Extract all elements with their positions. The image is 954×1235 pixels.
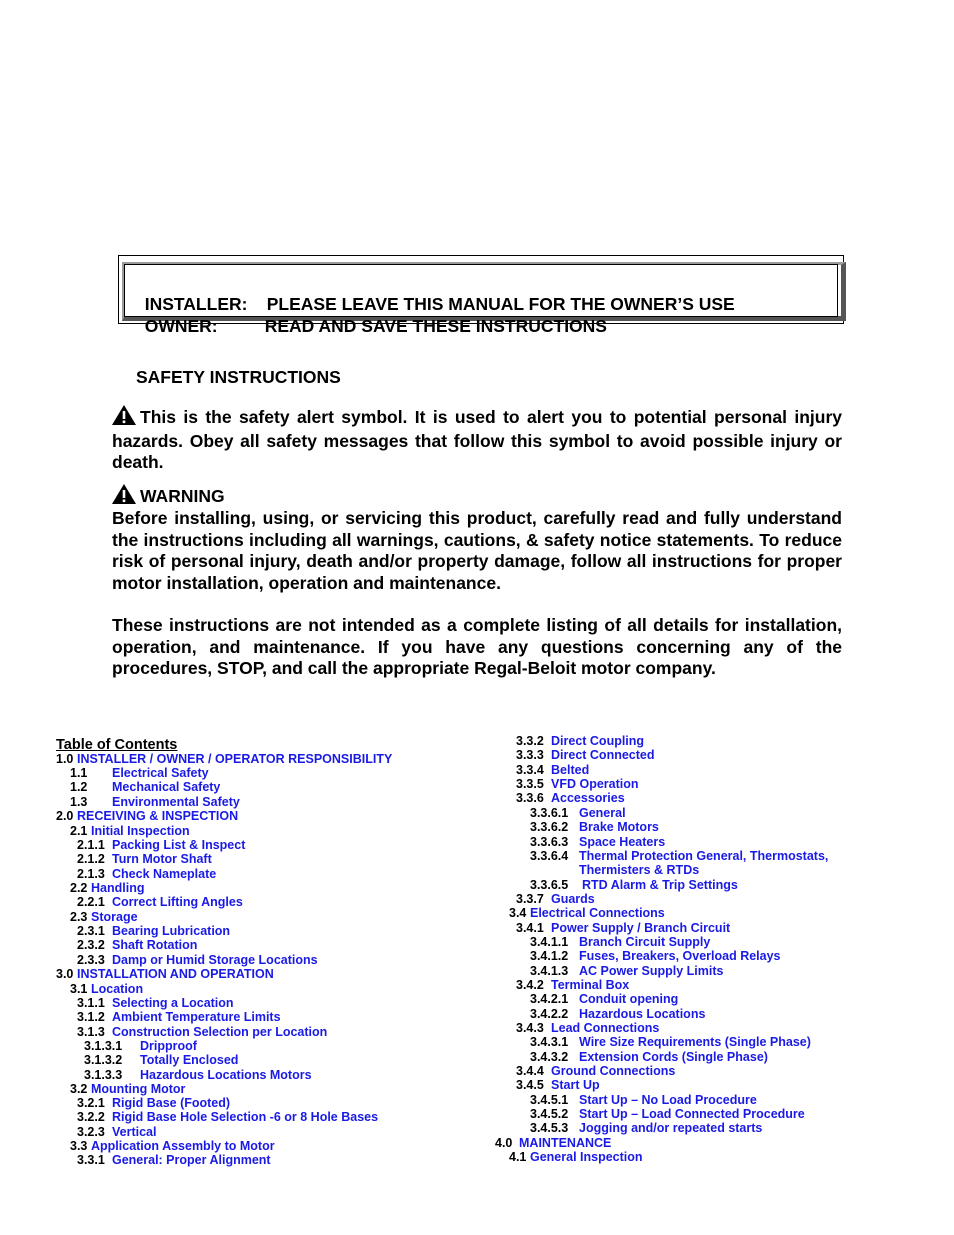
toc-entry-link[interactable]: Direct Coupling (551, 734, 645, 748)
toc-entry-link[interactable]: Thermal Protection General, Thermostats, (579, 849, 829, 863)
toc-entry-link[interactable]: Totally Enclosed (140, 1053, 239, 1067)
toc-entry-number: 3.3.6.2 (530, 820, 569, 834)
toc-entry[interactable] (516, 734, 644, 749)
toc-entry-number: 2.3.1 (77, 924, 105, 938)
toc-entry[interactable] (530, 849, 828, 864)
toc-entry-number: 2.1 (70, 824, 88, 838)
toc-entry[interactable] (530, 992, 678, 1007)
toc-entry-number: 1.1 (70, 766, 88, 780)
toc-entry-link[interactable]: General (579, 806, 626, 820)
toc-entry[interactable] (77, 1096, 230, 1111)
toc-entry-link[interactable]: Construction Selection per Location (112, 1025, 328, 1039)
safety-alert-text: This is the safety alert symbol. It is used to alert you to potential personal injury hazards. Obey all safety messages that follow this symbol to avoid possible injury or death. (112, 407, 842, 472)
toc-entry-number: 3.0 (56, 967, 74, 981)
toc-entry[interactable] (77, 838, 245, 853)
toc-entry-link[interactable]: Brake Motors (579, 820, 659, 834)
toc-entry[interactable] (530, 1093, 757, 1108)
toc-entry[interactable] (77, 1025, 327, 1040)
toc-entry-number: 3.3.6.3 (530, 835, 569, 849)
toc-entry-number: 3.1.3.3 (84, 1068, 123, 1082)
toc-entry-number: 3.3.4 (516, 763, 544, 777)
toc-entry-number: 3.3.2 (516, 734, 544, 748)
toc-entry-link[interactable]: Power Supply / Branch Circuit (551, 921, 731, 935)
toc-entry-link[interactable]: Shaft Rotation (112, 938, 198, 952)
toc-entry-number: 3.4.5.1 (530, 1093, 569, 1107)
toc-entry-number: 3.3.6.5 (530, 878, 569, 892)
toc-entry[interactable] (530, 1007, 705, 1022)
toc-entry[interactable] (70, 1139, 275, 1154)
toc-entry-number: 3.4.5.2 (530, 1107, 569, 1121)
toc-entry-number: 2.1.1 (77, 838, 105, 852)
toc-entry[interactable] (516, 748, 655, 763)
toc-entry[interactable] (516, 921, 730, 936)
toc-entry[interactable] (77, 953, 318, 968)
toc-entry-link[interactable]: Electrical Safety (112, 766, 209, 780)
toc-entry-link[interactable]: RECEIVING & INSPECTION (77, 809, 239, 823)
toc-entry[interactable] (56, 752, 392, 767)
toc-entry-number: 1.0 (56, 752, 74, 766)
toc-entry-link[interactable]: General Inspection (530, 1150, 643, 1164)
toc-entry-link[interactable]: Environmental Safety (112, 795, 240, 809)
toc-entry-link[interactable]: Hazardous Locations Motors (140, 1068, 312, 1082)
toc-entry-number: 1.3 (70, 795, 88, 809)
toc-entry-link[interactable]: Guards (551, 892, 595, 906)
toc-entry-link[interactable]: Thermisters & RTDs (579, 863, 700, 877)
toc-entry-number: 3.4.1.1 (530, 935, 569, 949)
toc-entry-link[interactable]: Direct Connected (551, 748, 655, 762)
toc-entry[interactable] (516, 978, 629, 993)
toc-entry-number: 3.4.4 (516, 1064, 544, 1078)
toc-entry[interactable] (516, 1078, 600, 1093)
toc-entry[interactable] (70, 780, 220, 795)
toc-entry[interactable] (77, 1010, 281, 1025)
toc-entry[interactable] (84, 1053, 238, 1068)
toc-entry-number: 3.3.6.4 (530, 849, 569, 863)
notice-paragraph: These instructions are not intended as a complete listing of all details for installation, operation, and maintenance. If you have any questions concerning any of the procedures, STOP, and call the appropriate Regal-Beloit motor company. (112, 615, 842, 678)
toc-entry-link[interactable]: Wire Size Requirements (Single Phase) (579, 1035, 811, 1049)
toc-entry[interactable] (516, 763, 589, 778)
toc-entry[interactable] (77, 996, 234, 1011)
toc-entry-link[interactable]: Conduit opening (579, 992, 679, 1006)
toc-entry[interactable] (77, 1153, 271, 1168)
toc-entry-number: 3.4.1.3 (530, 964, 569, 978)
toc-entry-number: 3.4.1.2 (530, 949, 569, 963)
toc-entry-number: 3.2.2 (77, 1110, 105, 1124)
warning-triangle-icon (112, 405, 136, 431)
toc-entry-link[interactable]: Bearing Lubrication (112, 924, 231, 938)
toc-entry-number: 3.3.3 (516, 748, 544, 762)
toc-entry[interactable] (77, 1125, 156, 1140)
toc-entry-link[interactable]: Fuses, Breakers, Overload Relays (579, 949, 781, 963)
toc-entry-link[interactable]: INSTALLER / OWNER / OPERATOR RESPONSIBILITY (77, 752, 393, 766)
toc-entry[interactable] (70, 910, 138, 925)
toc-entry-link[interactable]: Belted (551, 763, 590, 777)
toc-entry-link[interactable]: Initial Inspection (91, 824, 190, 838)
toc-entry[interactable] (530, 1035, 811, 1050)
toc-entry-number: 3.3 (70, 1139, 88, 1153)
toc-entry-number: 3.4.3.2 (530, 1050, 569, 1064)
toc-entry-link[interactable]: Ambient Temperature Limits (112, 1010, 281, 1024)
toc-entry[interactable] (77, 1110, 378, 1125)
toc-entry[interactable] (77, 852, 212, 867)
toc-entry-number: 4.1 (509, 1150, 527, 1164)
toc-entry-number: 3.2.1 (77, 1096, 105, 1110)
toc-entry-number: 4.0 (495, 1136, 513, 1150)
toc-entry[interactable] (70, 982, 143, 997)
toc-entry-link[interactable]: Dripproof (140, 1039, 197, 1053)
toc-entry-number: 3.4.3.1 (530, 1035, 569, 1049)
warning-label: WARNING (140, 486, 225, 506)
toc-entry-number: 3.2.3 (77, 1125, 105, 1139)
toc-entry-number: 3.1.2 (77, 1010, 105, 1024)
toc-entry[interactable] (509, 1150, 643, 1165)
toc-entry[interactable] (516, 1064, 675, 1079)
toc-entry[interactable] (70, 795, 240, 810)
toc-entry[interactable] (516, 777, 639, 792)
toc-entry-number: 3.1.3 (77, 1025, 105, 1039)
toc-entry-link[interactable]: Space Heaters (579, 835, 666, 849)
toc-entry-number: 3.3.5 (516, 777, 544, 791)
toc-entry[interactable] (530, 1050, 768, 1065)
toc-entry-link[interactable]: Application Assembly to Motor (91, 1139, 275, 1153)
toc-entry[interactable] (56, 967, 274, 982)
toc-entry-number: 3.4.2.1 (530, 992, 569, 1006)
banner-text-installer: PLEASE LEAVE THIS MANUAL FOR THE OWNER’S USE (266, 294, 735, 314)
toc-entry[interactable] (495, 1136, 611, 1151)
toc-entry-number: 3.3.1 (77, 1153, 105, 1167)
toc-entry-number: 2.2.1 (77, 895, 105, 909)
toc-entry[interactable] (530, 964, 723, 979)
toc-entry-link[interactable]: Lead Connections (551, 1021, 660, 1035)
toc-entry-link[interactable]: Extension Cords (Single Phase) (579, 1050, 768, 1064)
toc-entry[interactable] (77, 867, 216, 882)
toc-entry-number: 2.1.2 (77, 852, 105, 866)
toc-entry[interactable] (509, 906, 665, 921)
safety-title: SAFETY INSTRUCTIONS (136, 367, 341, 387)
toc-entry[interactable] (530, 1121, 762, 1136)
toc-entry-number: 3.2 (70, 1082, 88, 1096)
toc-entry[interactable] (77, 938, 197, 953)
warning-paragraph: Before installing, using, or servicing this product, carefully read and fully understand the instructions including all warnings, cautions, & safety notice statements. To reduce risk of personal injury, death and/or property damage, follow all instructions for proper motor installation, operation and maintenance. (112, 508, 842, 593)
toc-entry-link[interactable]: Terminal Box (551, 978, 630, 992)
toc-entry[interactable] (84, 1039, 197, 1054)
toc-entry-number: 2.2 (70, 881, 88, 895)
toc-entry-link[interactable]: Turn Motor Shaft (112, 852, 212, 866)
toc-entry-link[interactable]: Start Up – No Load Procedure (579, 1093, 757, 1107)
toc-entry-number: 3.1.1 (77, 996, 105, 1010)
toc-entry-number: 3.1.3.2 (84, 1053, 123, 1067)
warning-triangle-icon (112, 484, 136, 509)
toc-entry-link[interactable]: Vertical (112, 1125, 157, 1139)
toc-entry-number: 3.4 (509, 906, 527, 920)
toc-entry[interactable] (70, 824, 190, 839)
toc-entry-number: 3.4.1 (516, 921, 544, 935)
toc-entry-number: 3.4.2 (516, 978, 544, 992)
toc-entry-link[interactable]: Branch Circuit Supply (579, 935, 711, 949)
toc-entry-number: 3.3.6 (516, 791, 544, 805)
toc-entry-number: 3.1.3.1 (84, 1039, 123, 1053)
toc-entry[interactable] (84, 1068, 312, 1083)
toc-entry-link[interactable]: Electrical Connections (530, 906, 665, 920)
toc-entry[interactable] (530, 820, 659, 835)
toc-entry[interactable] (530, 863, 699, 878)
banner-label-owner: OWNER: (144, 316, 218, 336)
toc-entry-number: 2.3.3 (77, 953, 105, 967)
toc-entry-link[interactable]: General: Proper Alignment (112, 1153, 271, 1167)
toc-entry-link[interactable]: Rigid Base (Footed) (112, 1096, 231, 1110)
toc-entry-link[interactable]: Mechanical Safety (112, 780, 221, 794)
toc-entry-link[interactable]: Check Nameplate (112, 867, 217, 881)
toc-entry-number: 3.4.2.2 (530, 1007, 569, 1021)
toc-entry-link[interactable]: Mounting Motor (91, 1082, 186, 1096)
toc-entry-link[interactable]: RTD Alarm & Trip Settings (582, 878, 738, 892)
toc-entry-number: 3.3.6.1 (530, 806, 569, 820)
toc-entry-link[interactable]: Storage (91, 910, 138, 924)
toc-entry-link[interactable]: Accessories (551, 791, 625, 805)
banner-label-installer: INSTALLER: (144, 294, 248, 314)
toc-entry-link[interactable]: Hazardous Locations (579, 1007, 706, 1021)
toc-entry[interactable] (77, 895, 243, 910)
toc-entry-link[interactable]: Ground Connections (551, 1064, 676, 1078)
banner-text-owner: READ AND SAVE THESE INSTRUCTIONS (264, 316, 607, 336)
toc-entry-number: 1.2 (70, 780, 88, 794)
toc-entry[interactable] (530, 935, 710, 950)
toc-entry-link[interactable]: Selecting a Location (112, 996, 234, 1010)
toc-entry-link[interactable]: MAINTENANCE (519, 1136, 612, 1150)
toc-title: Table of Contents (56, 737, 178, 753)
toc-entry-link[interactable]: Packing List & Inspect (112, 838, 246, 852)
toc-entry[interactable] (77, 924, 230, 939)
safety-alert-paragraph (112, 405, 842, 474)
warning-heading (112, 484, 225, 509)
toc-entry-link[interactable]: INSTALLATION AND OPERATION (77, 967, 274, 981)
toc-entry[interactable] (516, 892, 595, 907)
toc-entry[interactable] (530, 949, 781, 964)
toc-entry[interactable] (70, 881, 144, 896)
toc-entry[interactable] (70, 1082, 185, 1097)
toc-entry-link[interactable]: VFD Operation (551, 777, 639, 791)
toc-entry-number: 3.3.7 (516, 892, 544, 906)
toc-entry-link[interactable]: Jogging and/or repeated starts (579, 1121, 763, 1135)
toc-entry-link[interactable]: Handling (91, 881, 145, 895)
toc-entry-link[interactable]: Location (91, 982, 144, 996)
toc-entry[interactable] (530, 806, 626, 821)
toc-entry[interactable] (530, 878, 738, 893)
toc-entry[interactable] (516, 791, 625, 806)
toc-entry-number: 2.1.3 (77, 867, 105, 881)
toc-entry-link[interactable]: AC Power Supply Limits (579, 964, 724, 978)
toc-entry[interactable] (56, 809, 238, 824)
toc-entry[interactable] (516, 1021, 659, 1036)
banner-line-owner (135, 295, 607, 337)
toc-entry-number: 2.3 (70, 910, 88, 924)
toc-entry-number: 3.4.3 (516, 1021, 544, 1035)
toc-entry[interactable] (70, 766, 209, 781)
toc-entry-number: 2.0 (56, 809, 74, 823)
toc-entry-link[interactable]: Start Up – Load Connected Procedure (579, 1107, 805, 1121)
toc-entry[interactable] (530, 835, 665, 850)
toc-entry-link[interactable]: Rigid Base Hole Selection -6 or 8 Hole Bases (112, 1110, 379, 1124)
toc-entry-number: 3.4.5.3 (530, 1121, 569, 1135)
toc-entry-number: 3.4.5 (516, 1078, 544, 1092)
toc-entry-number: 3.1 (70, 982, 88, 996)
toc-entry[interactable] (530, 1107, 805, 1122)
toc-entry-link[interactable]: Start Up (551, 1078, 600, 1092)
toc-entry-link[interactable]: Correct Lifting Angles (112, 895, 243, 909)
toc-entry-number: 2.3.2 (77, 938, 105, 952)
toc-entry-link[interactable]: Damp or Humid Storage Locations (112, 953, 318, 967)
